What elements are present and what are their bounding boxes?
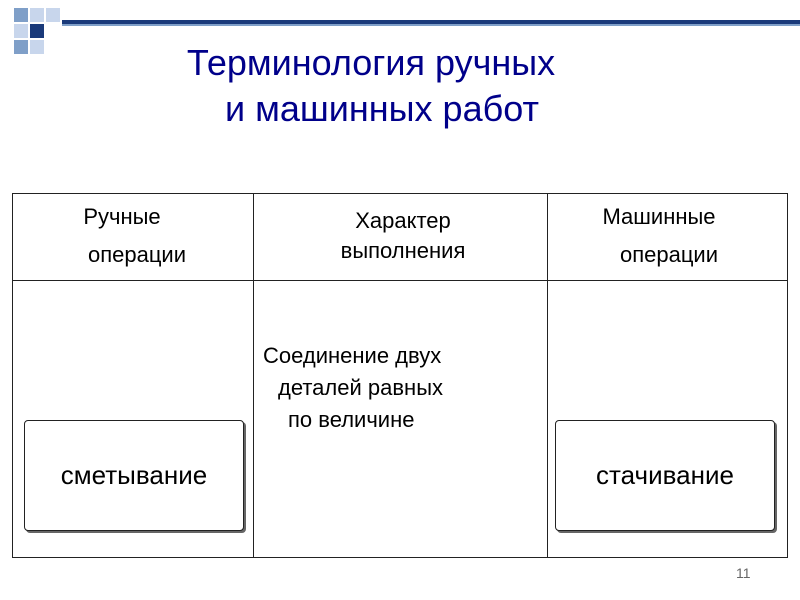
machine-term-box bbox=[555, 420, 775, 531]
manual-term-box bbox=[24, 420, 244, 531]
header-manual-line-2: операции bbox=[87, 242, 187, 267]
column-divider bbox=[253, 194, 254, 557]
header-execution-line-1: Характер bbox=[355, 208, 451, 233]
deco-square bbox=[46, 8, 60, 22]
header-manual-line-1: Ручные bbox=[83, 204, 161, 229]
execution-description bbox=[263, 340, 543, 436]
header-machine-operations bbox=[579, 202, 759, 270]
header-machine-line-2: операции bbox=[619, 242, 719, 267]
deco-square bbox=[14, 40, 28, 54]
deco-bar bbox=[62, 24, 800, 26]
column-divider bbox=[547, 194, 548, 557]
deco-square bbox=[30, 8, 44, 22]
description-line-1: Соединение двух bbox=[263, 343, 442, 368]
machine-term: стачивание bbox=[596, 460, 734, 490]
description-line-2: деталей равных bbox=[278, 375, 443, 400]
page-title bbox=[120, 40, 680, 132]
title-line-2: и машинных работ bbox=[225, 88, 539, 129]
terminology-table bbox=[12, 193, 788, 558]
title-line-1: Терминология ручных bbox=[186, 42, 556, 83]
deco-square bbox=[14, 24, 28, 38]
header-divider bbox=[13, 280, 787, 281]
manual-term: сметывание bbox=[60, 460, 208, 490]
header-execution-character bbox=[313, 206, 493, 266]
header-manual-operations bbox=[47, 202, 227, 270]
header-machine-line-1: Машинные bbox=[602, 204, 716, 229]
deco-square bbox=[14, 8, 28, 22]
header-execution-line-2: выполнения bbox=[340, 238, 466, 263]
deco-square bbox=[30, 40, 44, 54]
description-line-3: по величине bbox=[288, 407, 415, 432]
deco-square bbox=[30, 24, 44, 38]
page-number: 11 bbox=[736, 565, 751, 581]
